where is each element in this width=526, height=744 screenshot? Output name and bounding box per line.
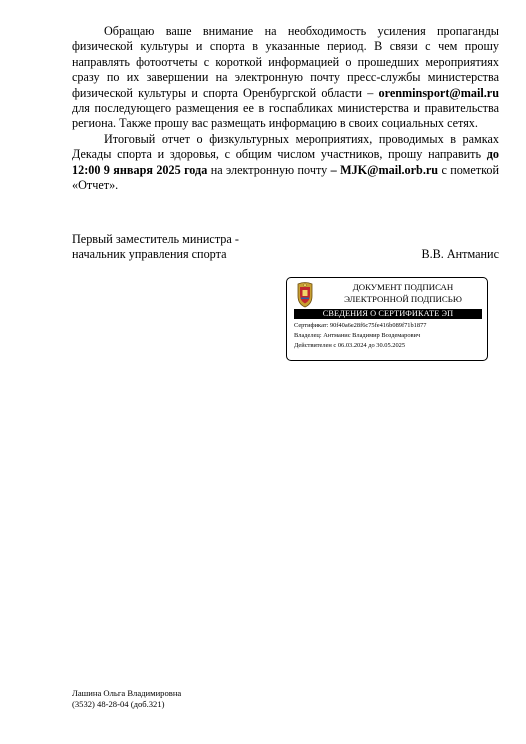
press-email: orenminsport@mail.ru — [378, 85, 499, 100]
stamp-title-line1: ДОКУМЕНТ ПОДПИСАН — [352, 282, 454, 292]
paragraph-photo-reports — [72, 24, 499, 132]
paragraph-text: Обращаю ваше внимание на необходимость усиления пропаганды физической культуры и спорта в указанные период. В связи с чем прошу направлять фотоотчеты с короткой информацией о прошедших мероприятиях сразу по их завершении на электронную почту пресс-службы министерства физической культуры и спорта Оренбургской области – — [72, 24, 499, 100]
report-email: – MJK@mail.orb.ru — [330, 162, 439, 177]
coat-of-arms-icon — [295, 282, 315, 308]
letter-body — [72, 24, 499, 193]
certificate-owner: Владелец: Антманис Владимир Воздемарович — [294, 332, 421, 339]
stamp-title — [321, 282, 485, 305]
report-deadline: до 12:00 9 января 2025 года — [72, 147, 499, 177]
electronic-signature-stamp — [286, 277, 488, 361]
certificate-serial: Сертификат: 90f40a6e28f6c75fe416b089f71b1877 — [294, 322, 427, 329]
author-name: Лашина Ольга Владимировна — [72, 688, 182, 698]
paragraph-text: на электронную почту — [207, 162, 331, 177]
footer-contact — [72, 688, 181, 711]
signer-position-line1: Первый заместитель министра - — [72, 232, 239, 246]
certificate-validity: Действителен с 06.03.2024 до 30.05.2025 — [294, 342, 406, 349]
signer-position-line2: начальник управления спорта — [72, 247, 227, 262]
certificate-details — [294, 321, 484, 351]
paragraph-text: Итоговый отчет о физкультурных мероприятиях, проводимых в рамках Декады спорта и здоровья, с общим числом участников, прошу направить — [72, 131, 499, 162]
paragraph-text: для последующего размещения ее в госпабликах министерства и правительства региона. Также прошу вас размещать информацию в своих социальных сетях. — [72, 101, 499, 131]
signature-block — [72, 232, 499, 263]
signer-name: В.В. Антманис — [421, 247, 499, 262]
author-phone: (3532) 48-28-04 (доб.321) — [72, 699, 165, 710]
stamp-title-line2: ЭЛЕКТРОННОЙ ПОДПИСЬЮ — [344, 293, 462, 304]
certificate-info-bar: СВЕДЕНИЯ О СЕРТИФИКАТЕ ЭП — [294, 309, 482, 319]
paragraph-final-report — [72, 132, 499, 194]
paragraph-text: с пометкой «Отчет». — [72, 162, 499, 193]
